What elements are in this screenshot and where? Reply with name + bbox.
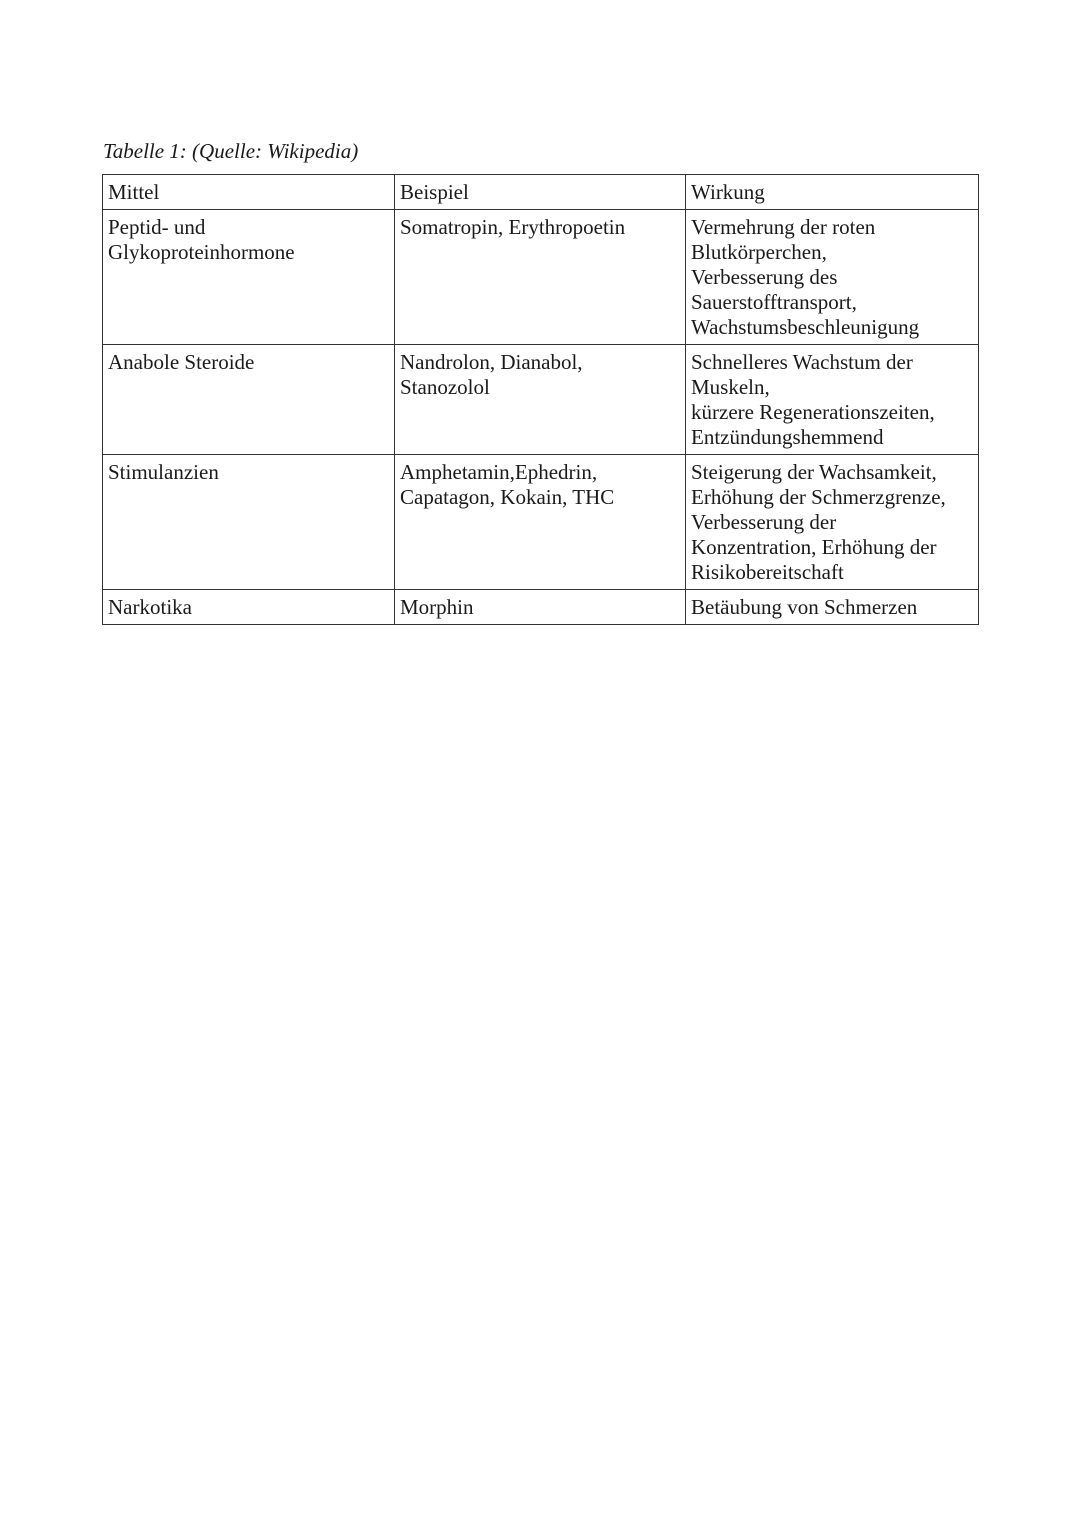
cell-text: Somatropin, Erythropoetin [400, 215, 626, 239]
cell-mittel [103, 210, 395, 345]
cell-text: Vermehrung der roten Blutkörperchen, Verbesserung des Sauerstofftransport, Wachstumsbeschleunigung [691, 215, 920, 339]
table-caption: Tabelle 1: (Quelle: Wikipedia) [103, 139, 359, 163]
cell-text: Nandrolon, Dianabol, Stanozolol [400, 350, 583, 399]
cell-wirkung [686, 210, 979, 345]
cell-beispiel [395, 455, 686, 590]
table-row [103, 455, 979, 590]
table-row [103, 210, 979, 345]
cell-text: Stimulanzien [108, 460, 219, 484]
column-header-beispiel: Beispiel [395, 175, 686, 210]
cell-text: Betäubung von Schmerzen [691, 595, 918, 619]
column-header-wirkung: Wirkung [686, 175, 979, 210]
doping-table [102, 174, 979, 625]
table-header-row [103, 175, 979, 210]
table-row [103, 345, 979, 455]
cell-text: Amphetamin,Ephedrin, Capatagon, Kokain, THC [400, 460, 615, 509]
cell-text: Schnelleres Wachstum der Muskeln, kürzere Regenerationszeiten, Entzündungshemmend [691, 350, 935, 449]
cell-wirkung [686, 590, 979, 625]
cell-mittel [103, 345, 395, 455]
cell-beispiel [395, 345, 686, 455]
table-row [103, 590, 979, 625]
cell-wirkung [686, 455, 979, 590]
cell-text: Peptid- und Glykoproteinhormone [108, 215, 295, 264]
cell-text: Anabole Steroide [108, 350, 255, 374]
cell-text: Narkotika [108, 595, 192, 619]
cell-mittel [103, 590, 395, 625]
cell-beispiel [395, 590, 686, 625]
column-header-mittel: Mittel [103, 175, 395, 210]
cell-wirkung [686, 345, 979, 455]
cell-beispiel [395, 210, 686, 345]
cell-text: Steigerung der Wachsamkeit, Erhöhung der Schmerzgrenze, Verbesserung der Konzentration, Erhöhung der Risikobereitschaft [691, 460, 946, 584]
cell-text: Morphin [400, 595, 474, 619]
cell-mittel [103, 455, 395, 590]
